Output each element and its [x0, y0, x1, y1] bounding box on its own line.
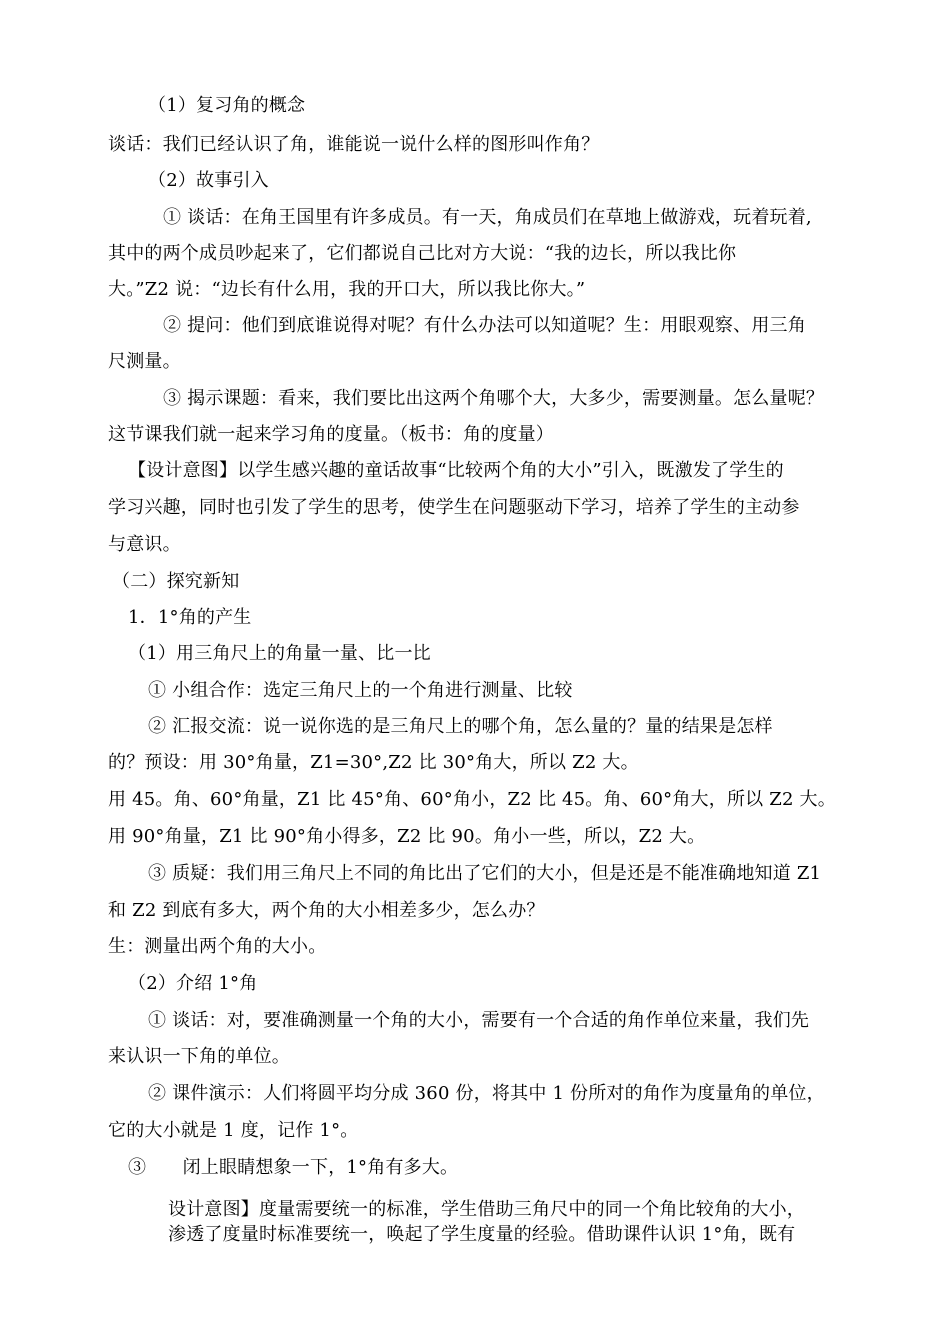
text-line-11: 【设计意图】以学生感兴趣的童话故事“比较两个角的大小”引入，既激发了学生的 [128, 460, 784, 481]
text-line-3: （2）故事引入 [148, 170, 269, 191]
text-line-5: 其中的两个成员吵起来了，它们都说自己比对方大说：“我的边长，所以我比你 [108, 243, 737, 264]
text-line-17: ① 小组合作：选定三角尺上的一个角进行测量、比较 [148, 680, 573, 701]
text-line-22: ③ 质疑：我们用三角尺上不同的角比出了它们的大小，但是还是不能准确地知道 Z1 [148, 863, 822, 884]
text-line-27: 来认识一下角的单位。 [108, 1046, 290, 1067]
text-line-23: 和 Z2 到底有多大，两个角的大小相差多少，怎么办？ [108, 900, 545, 921]
section-heading-explore: （二）探究新知 [112, 571, 240, 592]
text-line-2: 谈话：我们已经认识了角，谁能说一说什么样的图形叫作角？ [108, 134, 600, 155]
text-line-30: ③ 闭上眼睛想象一下，1°角有多大。 [128, 1157, 459, 1178]
text-line-8: 尺测量。 [108, 351, 181, 372]
text-line-9: ③ 揭示课题：看来，我们要比出这两个角哪个大，大多少，需要测量。怎么量呢？ [163, 388, 825, 409]
text-line-13: 与意识。 [108, 534, 181, 555]
text-line-15: 1．1°角的产生 [128, 607, 252, 628]
text-line-21: 用 90°角量，Z1 比 90°角小得多，Z2 比 90。角小一些，所以，Z2 大。 [108, 826, 706, 847]
text-line-19: 的？预设：用 30°角量，Z1=30°,Z2 比 30°角大，所以 Z2 大。 [108, 752, 639, 773]
text-line-20: 用 45。角、60°角量，Z1 比 45°角、60°角小，Z2 比 45。角、60°角大，所以 Z2 大。 [108, 789, 836, 810]
text-line-1: （1）复习角的概念 [148, 95, 306, 116]
text-line-32: 渗透了度量时标准要统一，唤起了学生度量的经验。借助课件认识 1°角，既有 [168, 1224, 796, 1245]
text-line-29: 它的大小就是 1 度，记作 1°。 [108, 1120, 359, 1141]
text-line-24: 生：测量出两个角的大小。 [108, 936, 327, 957]
text-line-7: ② 提问：他们到底谁说得对呢？有什么办法可以知道呢？生：用眼观察、用三角 [163, 315, 806, 336]
text-line-26: ① 谈话：对，要准确测量一个角的大小，需要有一个合适的角作单位来量，我们先 [148, 1010, 810, 1031]
text-line-12: 学习兴趣，同时也引发了学生的思考，使学生在问题驱动下学习，培养了学生的主动参 [108, 497, 800, 518]
text-line-4: ① 谈话：在角王国里有许多成员。有一天，角成员们在草地上做游戏，玩着玩着, [163, 207, 812, 228]
text-line-28: ② 课件演示：人们将圆平均分成 360 份，将其中 1 份所对的角作为度量角的单位， [148, 1083, 825, 1104]
text-line-18: ② 汇报交流：说一说你选的是三角尺上的哪个角，怎么量的？量的结果是怎样 [148, 716, 773, 737]
text-line-6: 大。”Z2 说：“边长有什么用，我的开口大，所以我比你大。” [108, 279, 586, 300]
text-line-10: 这节课我们就一起来学习角的度量。（板书：角的度量） [108, 424, 554, 445]
text-line-31: 设计意图】度量需要统一的标准，学生借助三角尺中的同一个角比较角的大小， [168, 1199, 805, 1220]
text-line-25: （2）介绍 1°角 [128, 973, 258, 994]
text-line-16: （1）用三角尺上的角量一量、比一比 [128, 643, 431, 664]
